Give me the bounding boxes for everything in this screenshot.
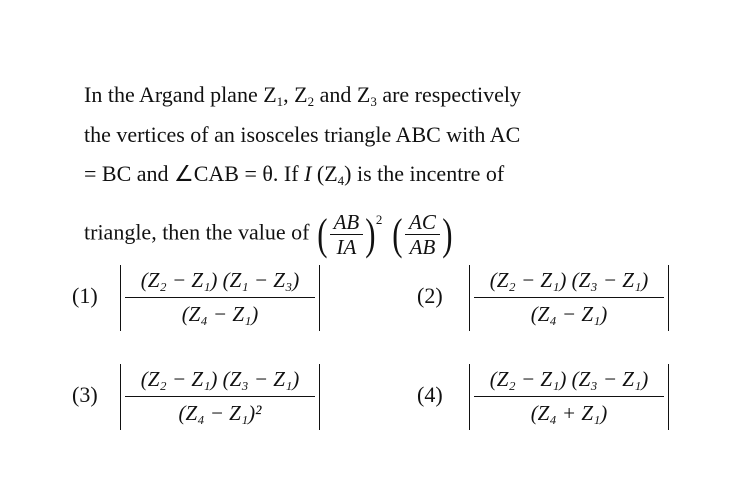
fraction-denominator: IA [336, 235, 357, 259]
expression-denominator: (Z₄ − Z₁) [181, 302, 259, 326]
left-paren: ( [317, 209, 328, 259]
fraction-bar [125, 297, 315, 298]
expression-denominator: (Z₄ + Z₁) [530, 401, 608, 425]
fraction-numerator: AB [330, 210, 364, 235]
subscript: 3 [370, 94, 377, 109]
exponent: 2 [375, 211, 383, 227]
subscript: 1 [276, 94, 284, 109]
fraction-bar [474, 396, 664, 397]
option-expression [120, 364, 320, 430]
question-text-run: the vertices of an isosceles triangle ABC with AC [84, 122, 521, 147]
right-paren: ) [365, 209, 376, 259]
expression-denominator: (Z₄ − Z₁) [530, 302, 608, 326]
question-line-2 [84, 122, 520, 148]
incentre-symbol: I [304, 161, 312, 186]
question-line-1 [84, 82, 521, 108]
fraction-ab-over-ia [330, 210, 364, 259]
option-label: (4) [417, 382, 443, 407]
option-label: (1) [72, 283, 98, 308]
subscript: 4 [337, 173, 345, 188]
question-text-run: are respectively [376, 82, 521, 107]
expression-numerator: (Z₂ − Z₁) (Z₁ − Z₃) [140, 268, 300, 292]
option-label: (3) [72, 382, 98, 407]
question-text-run: = BC and ∠CAB = θ. If [84, 161, 305, 186]
option-expression [469, 364, 669, 430]
question-line-3 [84, 161, 504, 187]
option-expression [469, 265, 669, 331]
fraction-bar [125, 396, 315, 397]
question-text-run: , Z [283, 82, 308, 107]
expression-numerator: (Z₂ − Z₁) (Z₃ − Z₁) [140, 367, 300, 391]
expression-denominator: (Z₄ − Z₁)² [178, 401, 262, 425]
question-line-4 [84, 210, 455, 259]
option-label: (2) [417, 283, 443, 308]
question-text-run: In the Argand plane Z [84, 82, 277, 107]
fraction-numerator: AC [405, 210, 440, 235]
question-text-run: and Z [314, 82, 371, 107]
fraction-denominator: AB [409, 235, 436, 259]
expression-numerator: (Z₂ − Z₁) (Z₃ − Z₁) [489, 268, 649, 292]
subscript: 2 [307, 94, 315, 109]
expression-numerator: (Z₂ − Z₁) (Z₃ − Z₁) [489, 367, 649, 391]
right-paren: ) [442, 209, 453, 259]
fraction-ac-over-ab [405, 210, 440, 259]
question-text-run: (Z [311, 161, 338, 186]
fraction-bar [474, 297, 664, 298]
question-text-run: ) is the incentre of [344, 161, 505, 186]
left-paren: ( [392, 209, 403, 259]
option-expression [120, 265, 320, 331]
question-text-run: triangle, then the value of [84, 219, 315, 245]
